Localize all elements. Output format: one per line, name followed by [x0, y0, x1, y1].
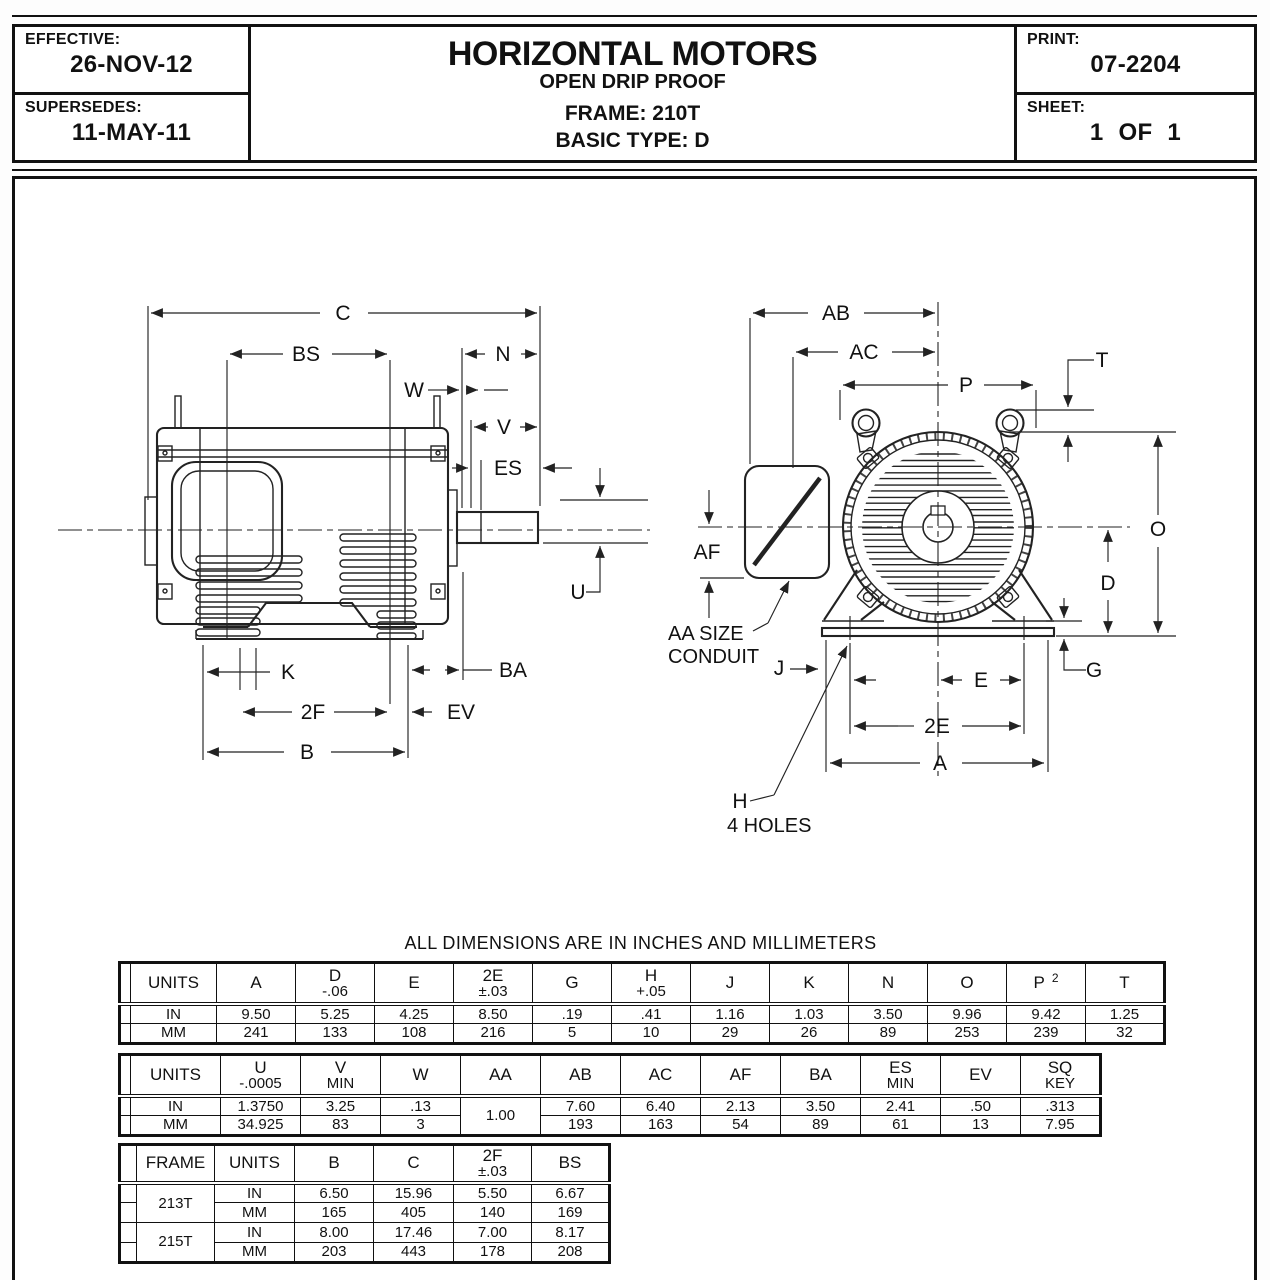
t2-in-ev: .50 — [941, 1096, 1021, 1116]
print-cell — [1017, 27, 1254, 95]
dim-label-2F: 2F — [300, 701, 326, 724]
t1-h-k: K — [770, 963, 849, 1004]
title-area — [251, 27, 1014, 160]
t1-mm-j: 29 — [691, 1024, 770, 1044]
t2-h-sqkey — [1021, 1055, 1101, 1096]
t3-h-2f-tol: ±.03 — [477, 1163, 508, 1181]
motor-end-view — [745, 410, 1054, 641]
t1-h-2e — [454, 963, 533, 1004]
t2-h-sq: SQ — [1047, 1057, 1073, 1077]
t2-row-mm — [120, 1116, 1101, 1136]
t1-in-h: .41 — [612, 1004, 691, 1024]
t2-h-key: KEY — [1044, 1074, 1075, 1092]
t1-h-g: G — [533, 963, 612, 1004]
t3-215t-mm-bs: 208 — [532, 1243, 610, 1263]
t1-mm-h: 10 — [612, 1024, 691, 1044]
t2-mm-ev: 13 — [941, 1116, 1021, 1136]
t2-in-v: 3.25 — [301, 1096, 381, 1116]
print-number: 07-2204 — [1090, 51, 1181, 78]
t2-in-label: IN — [131, 1096, 221, 1116]
t2-in-sqkey: .313 — [1021, 1096, 1101, 1116]
t2-in-af: 2.13 — [701, 1096, 781, 1116]
t1-h-t: T — [1086, 963, 1165, 1004]
t1-h-units: UNITS — [131, 963, 217, 1004]
t3-h-2f — [454, 1145, 532, 1183]
t1-mm-e: 108 — [375, 1024, 454, 1044]
t3-215t-in-bs: 8.17 — [532, 1223, 610, 1243]
dim-label-K: K — [280, 661, 296, 684]
t2-in-ac: 6.40 — [621, 1096, 701, 1116]
t2-h-u — [221, 1055, 301, 1096]
sheet-number: 1 OF 1 — [1089, 119, 1182, 146]
dimension-table-main — [118, 961, 1166, 1045]
dimensions-note: ALL DIMENSIONS ARE IN INCHES AND MILLIMETERS — [404, 933, 877, 953]
dim-label-H: H — [732, 790, 748, 813]
conduit-box-end — [745, 466, 829, 578]
t1-in-n: 3.50 — [849, 1004, 928, 1024]
t1-h-p-footnote: 2 — [1051, 971, 1059, 986]
t3-213t-in-label: IN — [215, 1183, 295, 1203]
t3-213t-in-c: 15.96 — [374, 1183, 454, 1203]
t2-mm-ab: 193 — [541, 1116, 621, 1136]
t3-215t-in-b: 8.00 — [295, 1223, 374, 1243]
dim-label-N: N — [495, 343, 511, 366]
t3-215t-in-c: 17.46 — [374, 1223, 454, 1243]
t2-in-u: 1.3750 — [221, 1096, 301, 1116]
frame-designation: FRAME: 210T — [564, 101, 701, 125]
t2-h-u-tol: -.0005 — [239, 1074, 282, 1092]
t3-h-b: B — [295, 1145, 374, 1183]
t2-h-units: UNITS — [131, 1055, 221, 1096]
dim-label-D: D — [1100, 572, 1116, 595]
dim-label-2E: 2E — [924, 715, 950, 738]
t1-in-2e: 8.50 — [454, 1004, 533, 1024]
t2-h-es-letter: ES — [889, 1057, 912, 1077]
dim-label-AB: AB — [821, 302, 851, 325]
t1-h-o: O — [928, 963, 1007, 1004]
sheet-label: SHEET: — [1027, 99, 1086, 116]
t2-mm-af: 54 — [701, 1116, 781, 1136]
dim-label-C: C — [335, 302, 351, 325]
dim-label-T: T — [1095, 349, 1109, 372]
end-dimension-labels — [668, 302, 1166, 837]
t2-h-ab: AB — [541, 1055, 621, 1096]
t1-h-h-letter: H — [644, 965, 658, 985]
dim-label-P: P — [958, 374, 974, 397]
conduit-note-line1: AA SIZE — [668, 623, 744, 645]
t1-in-a: 9.50 — [217, 1004, 296, 1024]
t2-in-ba: 3.50 — [781, 1096, 861, 1116]
dimension-table-frames — [118, 1143, 611, 1264]
t3-frame-213t: 213T — [137, 1183, 215, 1223]
t1-mm-n: 89 — [849, 1024, 928, 1044]
page-subtitle: OPEN DRIP PROOF — [539, 70, 726, 93]
effective-label: EFFECTIVE: — [25, 31, 121, 48]
t2-aa-value: 1.00 — [461, 1096, 541, 1136]
t1-in-d: 5.25 — [296, 1004, 375, 1024]
print-block — [1014, 27, 1254, 160]
t1-mm-d: 133 — [296, 1024, 375, 1044]
t1-in-o: 9.96 — [928, 1004, 1007, 1024]
t3-213t-mm-2f: 140 — [454, 1203, 532, 1223]
t3-row-213t-in — [120, 1183, 610, 1203]
sheet-top-border — [12, 15, 1257, 17]
t1-mm-label: MM — [131, 1024, 217, 1044]
t1-mm-g: 5 — [533, 1024, 612, 1044]
side-dimensions — [151, 313, 600, 752]
supersedes-date: 11-MAY-11 — [71, 119, 192, 146]
t3-215t-mm-c: 443 — [374, 1243, 454, 1263]
t1-mm-o: 253 — [928, 1024, 1007, 1044]
t3-213t-mm-b: 165 — [295, 1203, 374, 1223]
t2-spacer — [120, 1055, 131, 1096]
supersedes-label: SUPERSEDES: — [25, 99, 142, 116]
t1-mm-2e: 216 — [454, 1024, 533, 1044]
dim-label-E: E — [973, 669, 989, 692]
t2-h-w: W — [381, 1055, 461, 1096]
t2-in-ab: 7.60 — [541, 1096, 621, 1116]
t1-mm-k: 26 — [770, 1024, 849, 1044]
t1-in-g: .19 — [533, 1004, 612, 1024]
t3-frame-215t: 215T — [137, 1223, 215, 1263]
conduit-note-line2: CONDUIT — [668, 646, 760, 668]
t3-spacer — [120, 1145, 137, 1183]
t3-215t-in-2f: 7.00 — [454, 1223, 532, 1243]
t1-mm-t: 32 — [1086, 1024, 1165, 1044]
t2-h-ac: AC — [621, 1055, 701, 1096]
t2-h-es — [861, 1055, 941, 1096]
page-title: HORIZONTAL MOTORS — [447, 34, 818, 73]
t1-h-2e-tol: ±.03 — [478, 982, 508, 1000]
t1-h-d — [296, 963, 375, 1004]
t3-213t-mm-c: 405 — [374, 1203, 454, 1223]
basic-type: BASIC TYPE: D — [555, 128, 710, 152]
t1-h-d-tol: -.06 — [322, 982, 348, 1000]
t2-h-ev: EV — [941, 1055, 1021, 1096]
t3-215t-in-label: IN — [215, 1223, 295, 1243]
title-block — [12, 24, 1257, 163]
t3-213t-mm-bs: 169 — [532, 1203, 610, 1223]
t1-in-e: 4.25 — [375, 1004, 454, 1024]
t1-row-in — [120, 1004, 1165, 1024]
effective-date: 26-NOV-12 — [70, 51, 193, 78]
t2-mm-sqkey: 7.95 — [1021, 1116, 1101, 1136]
t2-mm-ba: 89 — [781, 1116, 861, 1136]
t3-row-215t-in — [120, 1223, 610, 1243]
t1-mm-a: 241 — [217, 1024, 296, 1044]
t3-215t-mm-label: MM — [215, 1243, 295, 1263]
t1-in-t: 1.25 — [1086, 1004, 1165, 1024]
t2-h-es-min: MIN — [886, 1074, 915, 1092]
t2-mm-v: 83 — [301, 1116, 381, 1136]
t2-mm-ac: 163 — [621, 1116, 701, 1136]
dim-label-G: G — [1085, 659, 1103, 682]
dim-label-AF: AF — [693, 541, 721, 564]
t1-in-k: 1.03 — [770, 1004, 849, 1024]
dim-label-ES: ES — [493, 457, 523, 480]
dim-label-A: A — [932, 752, 948, 775]
t2-in-w: .13 — [381, 1096, 461, 1116]
t2-mm-w: 3 — [381, 1116, 461, 1136]
effective-cell — [15, 27, 248, 95]
t1-h-d-letter: D — [328, 965, 342, 985]
t1-h-j: J — [691, 963, 770, 1004]
t2-mm-u: 34.925 — [221, 1116, 301, 1136]
print-label: PRINT: — [1027, 31, 1080, 48]
t3-213t-in-bs: 6.67 — [532, 1183, 610, 1203]
dim-label-BS: BS — [291, 343, 321, 366]
side-extension-lines — [148, 306, 648, 760]
dim-label-AC: AC — [849, 341, 879, 364]
eyebolt-stem-right — [434, 396, 440, 428]
t1-h-a: A — [217, 963, 296, 1004]
holes-note: 4 HOLES — [727, 815, 812, 837]
t1-h-h — [612, 963, 691, 1004]
dimension-table-shaft — [118, 1053, 1102, 1137]
t2-h-u-letter: U — [254, 1057, 267, 1077]
dim-label-V: V — [496, 416, 512, 439]
t1-in-j: 1.16 — [691, 1004, 770, 1024]
t3-213t-in-b: 6.50 — [295, 1183, 374, 1203]
t3-h-frame: FRAME — [137, 1145, 215, 1183]
t1-in-p: 9.42 — [1007, 1004, 1086, 1024]
t2-mm-label: MM — [131, 1116, 221, 1136]
dim-label-EV: EV — [446, 701, 476, 724]
t2-h-af: AF — [701, 1055, 781, 1096]
t3-213t-in-2f: 5.50 — [454, 1183, 532, 1203]
header-divider — [12, 169, 1257, 171]
motor-dimension-drawing — [12, 176, 1257, 921]
t2-mm-es: 61 — [861, 1116, 941, 1136]
dim-label-U: U — [570, 581, 586, 604]
dim-label-B: B — [299, 741, 315, 764]
t3-h-c: C — [374, 1145, 454, 1183]
t1-h-p-letter: P — [1033, 973, 1045, 993]
t3-h-bs: BS — [532, 1145, 610, 1183]
sheet-cell — [1017, 95, 1254, 160]
eyebolt-stem-left — [175, 396, 181, 428]
t1-mm-p: 239 — [1007, 1024, 1086, 1044]
t1-h-p — [1007, 963, 1086, 1004]
t1-row-mm — [120, 1024, 1165, 1044]
t3-213t-mm-label: MM — [215, 1203, 295, 1223]
t1-h-n: N — [849, 963, 928, 1004]
revision-block — [15, 27, 251, 160]
dim-label-O: O — [1149, 518, 1167, 541]
t1-h-e: E — [375, 963, 454, 1004]
t2-h-v-letter: V — [334, 1057, 347, 1077]
t1-in-label: IN — [131, 1004, 217, 1024]
t2-in-es: 2.41 — [861, 1096, 941, 1116]
dim-label-BA: BA — [498, 659, 528, 682]
t3-215t-mm-2f: 178 — [454, 1243, 532, 1263]
t1-h-2e-letter: 2E — [482, 965, 504, 985]
t2-h-ba: BA — [781, 1055, 861, 1096]
t3-h-units: UNITS — [215, 1145, 295, 1183]
t2-h-aa: AA — [461, 1055, 541, 1096]
dim-label-J: J — [773, 657, 785, 680]
t2-h-v — [301, 1055, 381, 1096]
t3-h-2f-letter: 2F — [482, 1146, 503, 1166]
shaft-side — [457, 512, 538, 543]
t2-row-in — [120, 1096, 1101, 1116]
dim-label-W: W — [404, 379, 424, 402]
supersedes-cell — [15, 95, 248, 160]
motor-side-view — [145, 396, 538, 639]
t3-215t-mm-b: 203 — [295, 1243, 374, 1263]
t1-spacer — [120, 963, 131, 1004]
t1-h-h-tol: +.05 — [636, 982, 666, 1000]
t2-h-v-min: MIN — [326, 1074, 355, 1092]
